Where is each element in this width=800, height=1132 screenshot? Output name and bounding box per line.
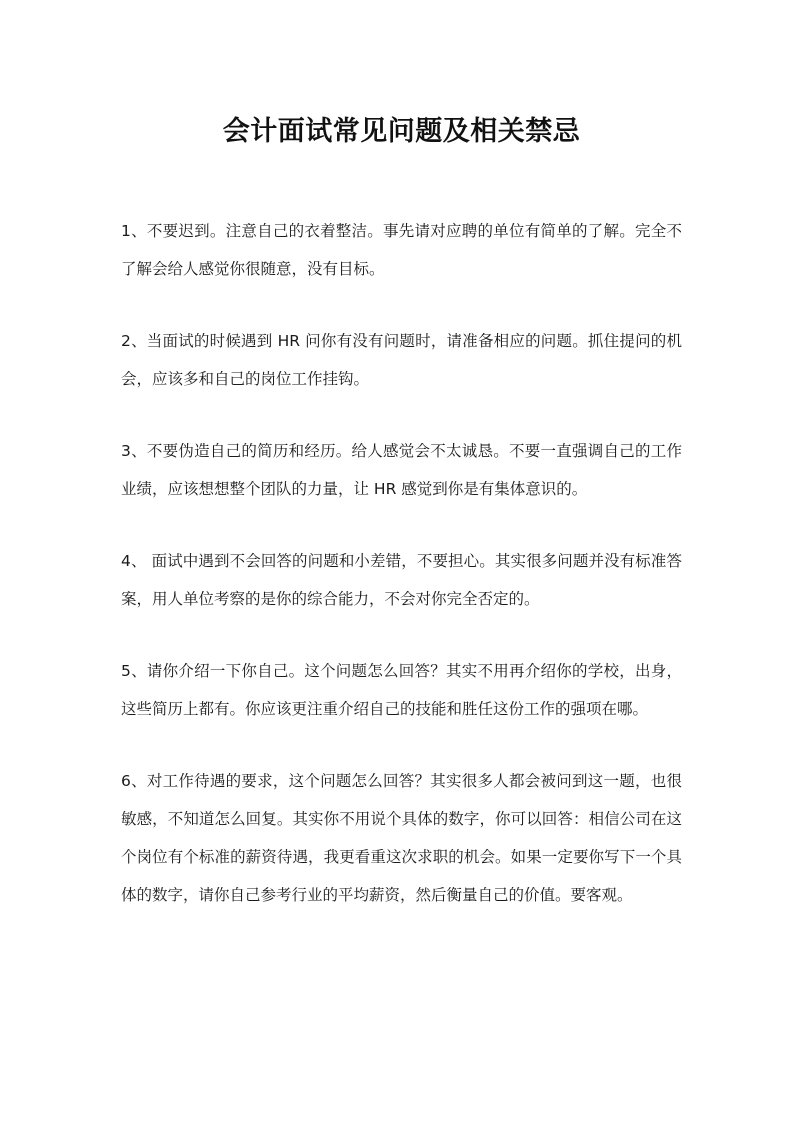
document-title: 会计面试常见问题及相关禁忌 [222,116,581,147]
paragraph-1: 1、不要迟到。注意自己的衣着整洁。事先请对应聘的单位有简单的了解。完全不了解会给人感觉你很随意，没有目标。 [121,222,682,278]
paragraph-4: 4、 面试中遇到不会回答的问题和小差错，不要担心。其实很多问题并没有标准答案，用人单位考察的是你的综合能力，不会对你完全否定的。 [121,552,682,608]
paragraph-5: 5、请你介绍一下你自己。这个问题怎么回答？其实不用再介绍你的学校，出身，这些简历上都有。你应该更注重介绍自己的技能和胜任这份工作的强项在哪。 [121,662,682,718]
document-body [121,212,682,914]
paragraph-3: 3、不要伪造自己的简历和经历。给人感觉会不太诚恳。不要一直强调自己的工作业绩，应该想想整个团队的力量，让 HR 感觉到你是有集体意识的。 [121,442,682,498]
paragraph-6: 6、对工作待遇的要求，这个问题怎么回答？其实很多人都会被问到这一题，也很敏感，不知道怎么回复。其实你不用说个具体的数字，你可以回答：相信公司在这个岗位有个标准的薪资待遇，我更看重这次求职的机会。如果一定要你写下一个具体的数字，请你自己参考行业的平均薪资，然后衡量自己的价值。要客观。 [121,772,682,904]
paragraph-2: 2、当面试的时候遇到 HR 问你有没有问题时，请准备相应的问题。抓住提问的机会，应该多和自己的岗位工作挂钩。 [121,332,682,388]
